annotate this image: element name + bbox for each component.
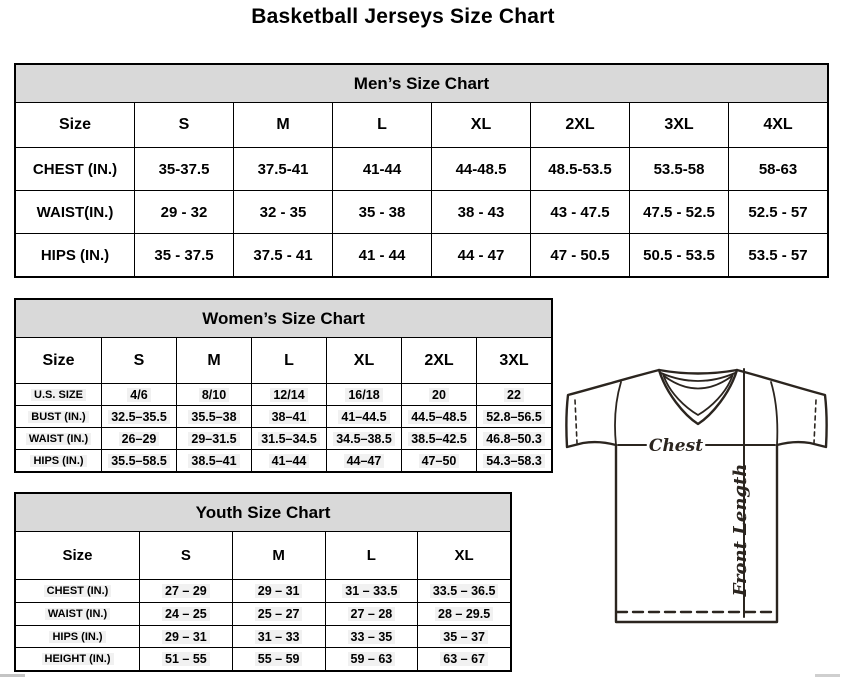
table-cell: [326, 405, 401, 427]
table-cell-text: 54.3–58.3: [483, 454, 545, 468]
row-label: [16, 449, 101, 471]
row-label-text: HEIGHT (IN.): [42, 653, 114, 665]
table-cell: [431, 190, 530, 233]
table-cell-text: 22: [504, 388, 524, 402]
table-cell-text: 32.5–35.5: [108, 410, 170, 424]
table-cell: [728, 147, 827, 190]
table-cell-text: 35 - 37.5: [154, 246, 214, 264]
column-header-m-text: M: [207, 351, 221, 369]
row-label: [16, 233, 134, 276]
table-cell-text: 44-48.5: [455, 160, 507, 178]
table-cell-text: 34.5–38.5: [333, 432, 395, 446]
column-header-4xl-text: 4XL: [763, 116, 793, 133]
table-cell: [401, 405, 476, 427]
table-cell-text: 55 – 59: [255, 652, 303, 666]
table-cell: [134, 233, 233, 276]
row-label-text: WAIST (IN.): [26, 433, 91, 445]
row-label: [16, 190, 134, 233]
table-cell: [530, 190, 629, 233]
column-header-s-text: S: [133, 351, 145, 369]
column-header-3xl: [476, 338, 551, 383]
table-cell-text: 41–44: [269, 454, 310, 468]
size-corner-header: [16, 338, 101, 383]
table-cell: [325, 602, 418, 625]
table-cell-text: 26–29: [119, 432, 160, 446]
row-label-text: CHEST (IN.): [44, 585, 112, 597]
row-label: [16, 405, 101, 427]
column-header-l-text: L: [284, 351, 294, 369]
table-cell: [233, 147, 332, 190]
table-cell-text: 27 – 28: [348, 607, 396, 621]
table-cell-text: 35 - 38: [358, 203, 406, 221]
size-corner-header-text: Size: [42, 351, 75, 369]
table-cell-text: 44–47: [344, 454, 385, 468]
table-cell-text: 33 – 35: [348, 630, 396, 644]
row-label-text: HIPS (IN.): [40, 246, 110, 264]
column-header-xl: [326, 338, 401, 383]
table-cell: [325, 647, 418, 670]
table-cell-text: 41 - 44: [358, 246, 406, 264]
table-cell: [326, 427, 401, 449]
table-cell-text: 38 - 43: [457, 203, 505, 221]
table-cell: [629, 190, 728, 233]
table-cell: [629, 233, 728, 276]
column-header-2xl-text: 2XL: [565, 116, 595, 133]
front-length-label: Front Length: [730, 463, 751, 597]
column-header-m: [233, 103, 332, 147]
column-header-4xl: [728, 103, 827, 147]
table-cell-text: 28 – 29.5: [435, 607, 493, 621]
womens-table-title: Women’s Size Chart: [16, 300, 551, 338]
column-header-l: [251, 338, 326, 383]
size-corner-header: [16, 103, 134, 147]
mens-table-grid: [16, 103, 827, 276]
table-cell-text: 25 – 27: [255, 607, 303, 621]
table-cell: [325, 625, 418, 647]
table-cell: [134, 147, 233, 190]
table-cell-text: 29–31.5: [188, 432, 239, 446]
table-cell-text: 31 – 33: [255, 630, 303, 644]
table-cell-text: 27 – 29: [162, 584, 210, 598]
table-cell-text: 41–44.5: [338, 410, 389, 424]
youth-table-title: Youth Size Chart: [16, 494, 510, 532]
table-cell: [417, 579, 510, 602]
table-cell: [401, 449, 476, 471]
row-label-text: HIPS (IN.): [30, 455, 86, 467]
column-header-xl: [431, 103, 530, 147]
column-header-2xl-text: 2XL: [424, 351, 454, 369]
table-cell-text: 63 – 67: [440, 652, 488, 666]
table-cell: [251, 383, 326, 405]
column-header-xl: [417, 532, 510, 579]
table-cell-text: 38–41: [269, 410, 310, 424]
column-header-s-text: S: [180, 547, 191, 564]
table-cell-text: 51 – 55: [162, 652, 210, 666]
table-cell: [176, 427, 251, 449]
column-header-s-text: S: [178, 116, 190, 133]
table-cell-text: 50.5 - 53.5: [643, 246, 715, 264]
table-cell-text: 33.5 – 36.5: [430, 584, 499, 598]
column-header-s: [101, 338, 176, 383]
table-cell: [332, 147, 431, 190]
row-label: [16, 625, 139, 647]
youth-table-grid: [16, 532, 510, 670]
table-cell: [728, 190, 827, 233]
column-header-l: [332, 103, 431, 147]
row-label: [16, 647, 139, 670]
table-cell-text: 35.5–38: [188, 410, 239, 424]
table-cell: [233, 190, 332, 233]
table-cell: [326, 449, 401, 471]
table-cell: [139, 579, 232, 602]
table-cell: [332, 233, 431, 276]
row-label: [16, 383, 101, 405]
scrollbar-fragment-left: [0, 674, 25, 677]
table-cell: [530, 147, 629, 190]
table-cell-text: 24 – 25: [162, 607, 210, 621]
column-header-3xl-text: 3XL: [499, 351, 529, 369]
table-cell-text: 52.8–56.5: [483, 410, 545, 424]
table-cell-text: 31.5–34.5: [258, 432, 320, 446]
size-corner-header-text: Size: [58, 116, 91, 133]
row-label-text: WAIST (IN.): [45, 608, 110, 620]
table-cell-text: 43 - 47.5: [550, 203, 610, 221]
row-label-text: CHEST (IN.): [32, 160, 118, 178]
column-header-3xl: [629, 103, 728, 147]
womens-size-table: [14, 298, 553, 473]
column-header-l-text: L: [366, 547, 376, 564]
column-header-2xl: [530, 103, 629, 147]
row-label: [16, 427, 101, 449]
table-cell-text: 47 - 50.5: [550, 246, 610, 264]
size-corner-header-text: Size: [62, 547, 93, 564]
row-label-text: U.S. SIZE: [31, 389, 86, 401]
table-cell: [232, 625, 325, 647]
table-cell: [139, 647, 232, 670]
chest-label: Chest: [648, 436, 704, 456]
table-cell: [232, 579, 325, 602]
table-cell: [176, 405, 251, 427]
table-cell: [233, 233, 332, 276]
table-cell-text: 46.8–50.3: [483, 432, 545, 446]
column-header-l-text: L: [377, 116, 387, 133]
table-cell: [530, 233, 629, 276]
table-cell: [101, 449, 176, 471]
column-header-xl-text: XL: [454, 547, 474, 564]
table-cell: [326, 383, 401, 405]
table-cell-text: 37.5 - 41: [253, 246, 313, 264]
table-cell: [176, 449, 251, 471]
jersey-measurement-diagram: [555, 355, 843, 645]
table-cell-text: 32 - 35: [259, 203, 307, 221]
table-cell: [431, 233, 530, 276]
table-cell-text: 35.5–58.5: [108, 454, 170, 468]
table-cell-text: 16/18: [345, 388, 382, 402]
table-cell-text: 37.5-41: [257, 160, 309, 178]
table-cell-text: 20: [429, 388, 449, 402]
table-cell-text: 29 – 31: [255, 584, 303, 598]
youth-size-table: [14, 492, 512, 672]
table-cell-text: 52.5 - 57: [748, 203, 808, 221]
table-cell: [139, 602, 232, 625]
table-cell-text: 53.5 - 57: [748, 246, 808, 264]
table-cell-text: 4/6: [127, 388, 150, 402]
table-cell: [232, 602, 325, 625]
table-cell: [476, 383, 551, 405]
table-cell-text: 58-63: [758, 160, 798, 178]
row-label: [16, 602, 139, 625]
table-cell-text: 41-44: [362, 160, 402, 178]
table-cell: [251, 405, 326, 427]
page-title: Basketball Jerseys Size Chart: [251, 5, 555, 28]
table-cell-text: 31 – 33.5: [342, 584, 400, 598]
column-header-s: [134, 103, 233, 147]
table-cell: [417, 647, 510, 670]
table-cell-text: 47.5 - 52.5: [643, 203, 715, 221]
scrollbar-fragment-right: [815, 674, 840, 677]
mens-size-table: [14, 63, 829, 278]
table-cell: [629, 147, 728, 190]
table-cell-text: 35-37.5: [158, 160, 210, 178]
table-cell: [476, 405, 551, 427]
table-cell: [101, 383, 176, 405]
row-label-text: BUST (IN.): [28, 411, 88, 423]
table-cell: [139, 625, 232, 647]
table-cell-text: 35 – 37: [440, 630, 488, 644]
column-header-xl-text: XL: [470, 116, 492, 133]
table-cell-text: 29 – 31: [162, 630, 210, 644]
table-cell-text: 38.5–42.5: [408, 432, 470, 446]
column-header-m-text: M: [272, 547, 285, 564]
table-cell: [401, 383, 476, 405]
table-cell: [176, 383, 251, 405]
table-cell-text: 38.5–41: [188, 454, 239, 468]
mens-table-title: Men’s Size Chart: [16, 65, 827, 103]
table-cell: [232, 647, 325, 670]
column-header-m: [176, 338, 251, 383]
table-cell: [325, 579, 418, 602]
table-cell-text: 48.5-53.5: [548, 160, 612, 178]
table-cell-text: 29 - 32: [160, 203, 208, 221]
table-cell: [101, 427, 176, 449]
column-header-3xl-text: 3XL: [664, 116, 694, 133]
jersey-outline: [566, 370, 826, 622]
table-cell: [251, 427, 326, 449]
column-header-xl-text: XL: [353, 351, 375, 369]
row-label-text: WAIST(IN.): [36, 203, 114, 221]
column-header-s: [139, 532, 232, 579]
womens-table-grid: [16, 338, 551, 471]
size-corner-header: [16, 532, 139, 579]
table-cell-text: 8/10: [199, 388, 229, 402]
table-cell-text: 44 - 47: [457, 246, 505, 264]
table-cell: [431, 147, 530, 190]
row-label-text: HIPS (IN.): [49, 631, 105, 643]
table-cell: [101, 405, 176, 427]
table-cell: [134, 190, 233, 233]
table-cell: [476, 427, 551, 449]
table-cell-text: 12/14: [270, 388, 307, 402]
column-header-m: [232, 532, 325, 579]
column-header-l: [325, 532, 418, 579]
row-label: [16, 579, 139, 602]
table-cell: [401, 427, 476, 449]
table-cell: [417, 602, 510, 625]
column-header-m-text: M: [276, 116, 290, 133]
table-cell-text: 53.5-58: [653, 160, 705, 178]
column-header-2xl: [401, 338, 476, 383]
table-cell: [476, 449, 551, 471]
table-cell: [332, 190, 431, 233]
table-cell: [728, 233, 827, 276]
table-cell-text: 44.5–48.5: [408, 410, 470, 424]
table-cell-text: 47–50: [419, 454, 460, 468]
table-cell-text: 59 – 63: [348, 652, 396, 666]
row-label: [16, 147, 134, 190]
table-cell: [417, 625, 510, 647]
table-cell: [251, 449, 326, 471]
